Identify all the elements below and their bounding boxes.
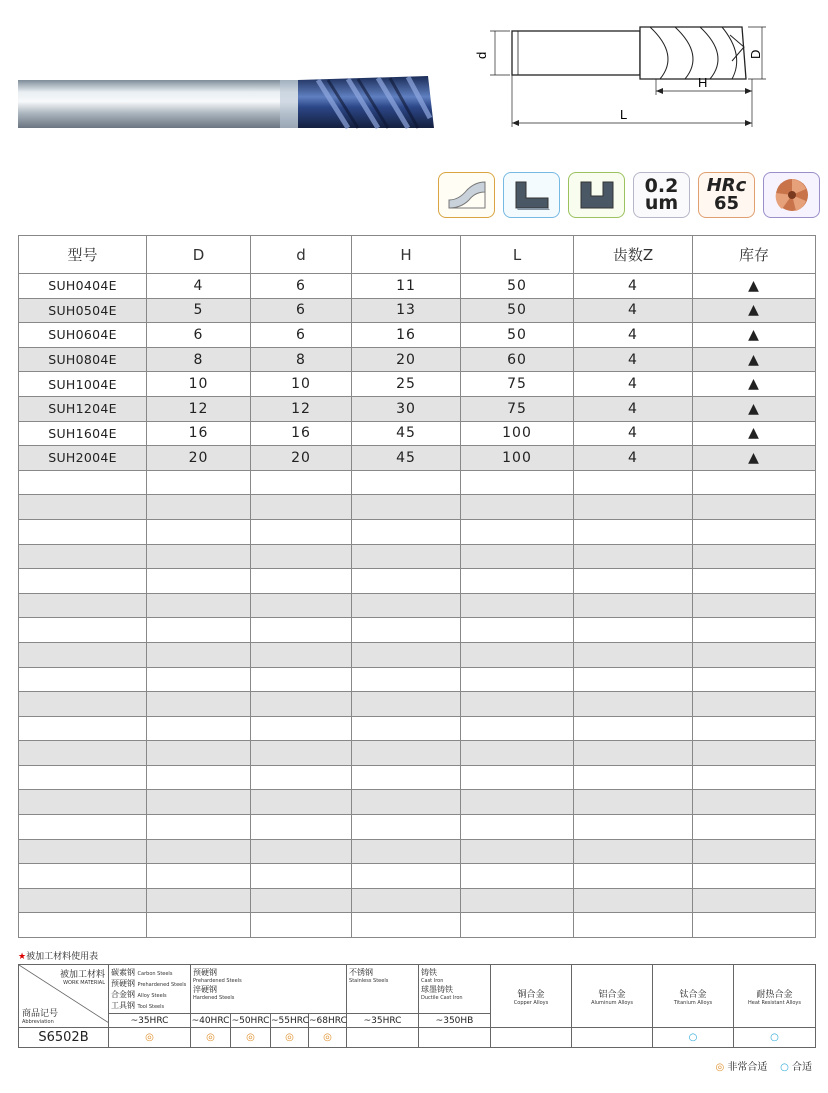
table-row [19, 495, 816, 520]
table-cell [693, 495, 816, 520]
table-row [19, 790, 816, 815]
table-cell [574, 470, 693, 495]
table-cell [693, 888, 816, 913]
table-cell [147, 765, 251, 790]
table-cell [461, 544, 574, 569]
table-cell [461, 642, 574, 667]
table-cell [352, 544, 461, 569]
table-cell [352, 913, 461, 938]
suitability-mark: ◎ [109, 1028, 191, 1048]
hardness-icon: HRc 65 [698, 172, 755, 218]
table-cell [574, 765, 693, 790]
table-cell [251, 667, 352, 692]
table-cell [352, 888, 461, 913]
table-cell [574, 790, 693, 815]
table-cell [251, 765, 352, 790]
table-cell [147, 593, 251, 618]
table-cell: 6 [147, 323, 251, 348]
suitability-mark: ○ [734, 1028, 816, 1048]
table-cell [693, 741, 816, 766]
table-cell: ▲ [693, 446, 816, 471]
table-row [19, 765, 816, 790]
table-cell: ▲ [693, 396, 816, 421]
table-cell: 30 [352, 396, 461, 421]
table-cell: ▲ [693, 372, 816, 397]
table-cell [147, 618, 251, 643]
table-row [19, 569, 816, 594]
end-mill-product-image [18, 70, 438, 140]
table-row [19, 642, 816, 667]
table-cell [461, 667, 574, 692]
hardness-value: ~55HRC [271, 1015, 309, 1026]
table-cell [19, 692, 147, 717]
table-row [19, 446, 816, 471]
table-cell [19, 569, 147, 594]
table-cell [574, 495, 693, 520]
table-cell [574, 692, 693, 717]
table-cell [19, 544, 147, 569]
table-cell [19, 618, 147, 643]
table-cell [19, 864, 147, 889]
table-cell: 8 [147, 347, 251, 372]
table-cell: SUH1004E [19, 372, 147, 397]
table-cell [251, 642, 352, 667]
suitability-mark [491, 1028, 572, 1048]
table-cell [461, 839, 574, 864]
table-row [19, 593, 816, 618]
table-cell [147, 470, 251, 495]
star-icon: ★ [18, 952, 27, 962]
table-cell: 16 [352, 323, 461, 348]
table-cell [147, 815, 251, 840]
suitability-mark [419, 1028, 491, 1048]
table-cell: 20 [352, 347, 461, 372]
table-cell [19, 667, 147, 692]
diagram-label-d: d [474, 51, 489, 59]
table-cell: 6 [251, 323, 352, 348]
table-cell: 11 [352, 274, 461, 299]
table-cell [251, 888, 352, 913]
table-cell [147, 839, 251, 864]
table-cell [147, 741, 251, 766]
table-cell [19, 839, 147, 864]
table-cell: 75 [461, 396, 574, 421]
table-cell [251, 741, 352, 766]
table-cell: SUH1604E [19, 421, 147, 446]
table-cell [574, 716, 693, 741]
table-cell [251, 593, 352, 618]
table-cell [461, 741, 574, 766]
table-cell [461, 618, 574, 643]
table-cell [19, 593, 147, 618]
table-cell [693, 765, 816, 790]
table-cell [574, 888, 693, 913]
table-cell [461, 519, 574, 544]
header-H: H [352, 236, 461, 274]
table-cell [251, 864, 352, 889]
header-stock: 库存 [693, 236, 816, 274]
table-cell [461, 815, 574, 840]
table-cell: 12 [147, 396, 251, 421]
table-cell [147, 692, 251, 717]
table-cell [147, 569, 251, 594]
table-cell: 100 [461, 446, 574, 471]
table-cell [574, 544, 693, 569]
table-cell [251, 815, 352, 840]
table-cell [352, 618, 461, 643]
table-cell: 16 [251, 421, 352, 446]
material-aluminum: 铝合金 Aluminum Alloys [572, 965, 653, 1028]
table-cell: ▲ [693, 298, 816, 323]
diagram-label-H: H [698, 75, 708, 90]
table-cell [693, 864, 816, 889]
table-cell [352, 692, 461, 717]
table-cell [693, 470, 816, 495]
table-cell: 16 [147, 421, 251, 446]
table-cell [147, 790, 251, 815]
table-cell [19, 815, 147, 840]
table-cell [574, 741, 693, 766]
hardness-value: ~35HRC [347, 1014, 419, 1028]
table-cell [693, 593, 816, 618]
header-model: 型号 [19, 236, 147, 274]
table-cell: 10 [251, 372, 352, 397]
table-row [19, 888, 816, 913]
table-cell [147, 716, 251, 741]
table-cell: SUH0804E [19, 347, 147, 372]
material-prehardened: 预硬钢 Prehardened Steels 淬硬钢 Hardened Steels [191, 965, 347, 1014]
table-cell [19, 888, 147, 913]
material-table [18, 964, 816, 1048]
table-cell [352, 470, 461, 495]
table-cell: 4 [574, 323, 693, 348]
coated-tool-icon [763, 172, 820, 218]
double-circle-icon: ◎ [715, 1062, 725, 1073]
table-cell [574, 519, 693, 544]
table-cell: 75 [461, 372, 574, 397]
table-cell [693, 569, 816, 594]
table-cell [574, 815, 693, 840]
table-cell [352, 642, 461, 667]
table-cell: ▲ [693, 274, 816, 299]
table-row [19, 298, 816, 323]
table-cell: 45 [352, 446, 461, 471]
table-row [19, 741, 816, 766]
table-cell [19, 519, 147, 544]
suitability-mark: ◎ [309, 1028, 347, 1048]
header-D: D [147, 236, 251, 274]
hardness-value: ~40HRC [191, 1015, 230, 1026]
table-cell [352, 495, 461, 520]
material-copper: 铜合金 Copper Alloys [491, 965, 572, 1028]
header-d: d [251, 236, 352, 274]
slot-milling-icon [568, 172, 625, 218]
diagram-label-D: D [748, 49, 763, 59]
table-row [19, 667, 816, 692]
table-cell [574, 667, 693, 692]
table-row [19, 692, 816, 717]
table-cell [352, 815, 461, 840]
table-cell: 20 [251, 446, 352, 471]
table-cell: 5 [147, 298, 251, 323]
suitability-mark [347, 1028, 419, 1048]
table-row [19, 274, 816, 299]
table-cell [461, 790, 574, 815]
material-carbon: 碳素钢 Carbon Steels 预硬钢 Prehardened Steels 合金钢 Alloy Steels 工具钢 Tool Steels [109, 965, 191, 1014]
table-cell [461, 593, 574, 618]
table-cell: 50 [461, 274, 574, 299]
table-cell: 12 [251, 396, 352, 421]
table-cell [352, 593, 461, 618]
table-cell: 6 [251, 274, 352, 299]
table-cell [574, 618, 693, 643]
table-row [19, 323, 816, 348]
table-cell [461, 864, 574, 889]
table-cell [461, 765, 574, 790]
table-cell [147, 864, 251, 889]
table-cell [251, 519, 352, 544]
table-cell [19, 470, 147, 495]
header-L: L [461, 236, 574, 274]
table-cell [19, 495, 147, 520]
table-cell: 4 [574, 396, 693, 421]
table-cell: ▲ [693, 323, 816, 348]
table-cell [251, 544, 352, 569]
table-cell [693, 790, 816, 815]
table-cell [251, 470, 352, 495]
material-corner: 被加工材料 WORK MATERIAL 商品记号 Abbreviation [19, 965, 109, 1028]
table-cell [352, 741, 461, 766]
spec-table [18, 235, 816, 938]
table-cell [147, 519, 251, 544]
table-cell: SUH1204E [19, 396, 147, 421]
material-stainless: 不锈钢 Stainless Steels [347, 965, 419, 1014]
table-cell: ▲ [693, 421, 816, 446]
table-cell [574, 913, 693, 938]
product-code: S6502B [19, 1028, 109, 1048]
table-cell [574, 569, 693, 594]
spec-table-header [19, 236, 816, 274]
circle-icon: ○ [780, 1062, 789, 1073]
table-cell: 20 [147, 446, 251, 471]
table-cell [574, 593, 693, 618]
table-cell: 4 [147, 274, 251, 299]
table-cell: 50 [461, 323, 574, 348]
table-cell [693, 815, 816, 840]
suitability-mark [572, 1028, 653, 1048]
table-cell [251, 716, 352, 741]
table-row [19, 519, 816, 544]
table-cell: 25 [352, 372, 461, 397]
table-cell: 6 [251, 298, 352, 323]
table-cell: 4 [574, 347, 693, 372]
table-cell [19, 741, 147, 766]
table-cell [147, 495, 251, 520]
table-cell: 45 [352, 421, 461, 446]
table-cell [251, 913, 352, 938]
table-cell: 10 [147, 372, 251, 397]
profile-milling-icon [438, 172, 495, 218]
table-cell [461, 495, 574, 520]
table-row [19, 716, 816, 741]
diagram-label-L: L [620, 107, 628, 122]
table-row [19, 544, 816, 569]
table-cell [251, 692, 352, 717]
table-row [19, 839, 816, 864]
table-cell [461, 913, 574, 938]
suitability-mark: ◎ [231, 1028, 271, 1048]
hardness-value: ~50HRC [231, 1015, 270, 1026]
table-cell [352, 667, 461, 692]
table-cell [461, 716, 574, 741]
table-cell [461, 888, 574, 913]
table-cell [251, 495, 352, 520]
hardness-value: ~68HRC [309, 1015, 347, 1026]
table-cell: 60 [461, 347, 574, 372]
table-cell: 4 [574, 421, 693, 446]
table-cell [19, 913, 147, 938]
table-cell [352, 519, 461, 544]
table-cell [147, 544, 251, 569]
table-cell [693, 618, 816, 643]
table-row [19, 347, 816, 372]
table-cell: 4 [574, 274, 693, 299]
surface-finish-icon: 0.2 um [633, 172, 690, 218]
table-cell [352, 790, 461, 815]
table-row [19, 396, 816, 421]
table-cell [251, 618, 352, 643]
table-cell: SUH0504E [19, 298, 147, 323]
table-cell [147, 642, 251, 667]
table-cell [693, 544, 816, 569]
table-row [19, 618, 816, 643]
suitability-legend: ◎ 非常合适 ○ 合适 [715, 1062, 812, 1073]
table-cell: SUH0604E [19, 323, 147, 348]
table-cell: 4 [574, 298, 693, 323]
table-cell: SUH2004E [19, 446, 147, 471]
dimension-diagram [470, 15, 770, 135]
table-cell: ▲ [693, 347, 816, 372]
table-cell [693, 839, 816, 864]
table-cell [251, 790, 352, 815]
table-cell [352, 864, 461, 889]
table-cell [19, 716, 147, 741]
table-cell [147, 667, 251, 692]
table-cell [693, 642, 816, 667]
table-row [19, 864, 816, 889]
header-flutes: 齿数Z [574, 236, 693, 274]
hardness-value: ~35HRC [109, 1014, 191, 1028]
table-row [19, 913, 816, 938]
table-cell [693, 519, 816, 544]
table-cell: 4 [574, 446, 693, 471]
table-cell [574, 839, 693, 864]
material-note: ★被加工材料使用表 [18, 952, 99, 962]
material-titanium: 钛合金 Titanium Alloys [653, 965, 734, 1028]
table-cell [461, 569, 574, 594]
table-cell [693, 913, 816, 938]
suitability-mark: ◎ [191, 1028, 231, 1048]
table-cell: 50 [461, 298, 574, 323]
table-cell: 100 [461, 421, 574, 446]
table-cell [19, 765, 147, 790]
table-cell [352, 839, 461, 864]
table-cell [251, 839, 352, 864]
table-cell: 13 [352, 298, 461, 323]
table-cell: SUH0404E [19, 274, 147, 299]
feature-icons [438, 172, 820, 220]
suitability-mark: ○ [653, 1028, 734, 1048]
material-heat-resistant: 耐热合金 Heat Resistant Alloys [734, 965, 816, 1028]
suitability-mark: ◎ [271, 1028, 309, 1048]
table-cell [352, 569, 461, 594]
table-cell [19, 642, 147, 667]
table-cell: 4 [574, 372, 693, 397]
table-cell [147, 888, 251, 913]
table-cell [461, 692, 574, 717]
table-cell [352, 765, 461, 790]
table-row [19, 470, 816, 495]
table-cell: 8 [251, 347, 352, 372]
table-cell [147, 913, 251, 938]
hardness-value: ~350HB [419, 1014, 491, 1028]
table-cell [574, 864, 693, 889]
table-cell [574, 642, 693, 667]
table-cell [693, 716, 816, 741]
table-cell [19, 790, 147, 815]
table-cell [251, 569, 352, 594]
table-cell [461, 470, 574, 495]
table-cell [693, 667, 816, 692]
table-cell [352, 716, 461, 741]
table-row [19, 372, 816, 397]
material-cast-iron: 铸铁 Cast Iron 球墨铸铁 Ductile Cast Iron [419, 965, 491, 1014]
table-row [19, 815, 816, 840]
shoulder-milling-icon [503, 172, 560, 218]
table-cell [693, 692, 816, 717]
table-row [19, 421, 816, 446]
